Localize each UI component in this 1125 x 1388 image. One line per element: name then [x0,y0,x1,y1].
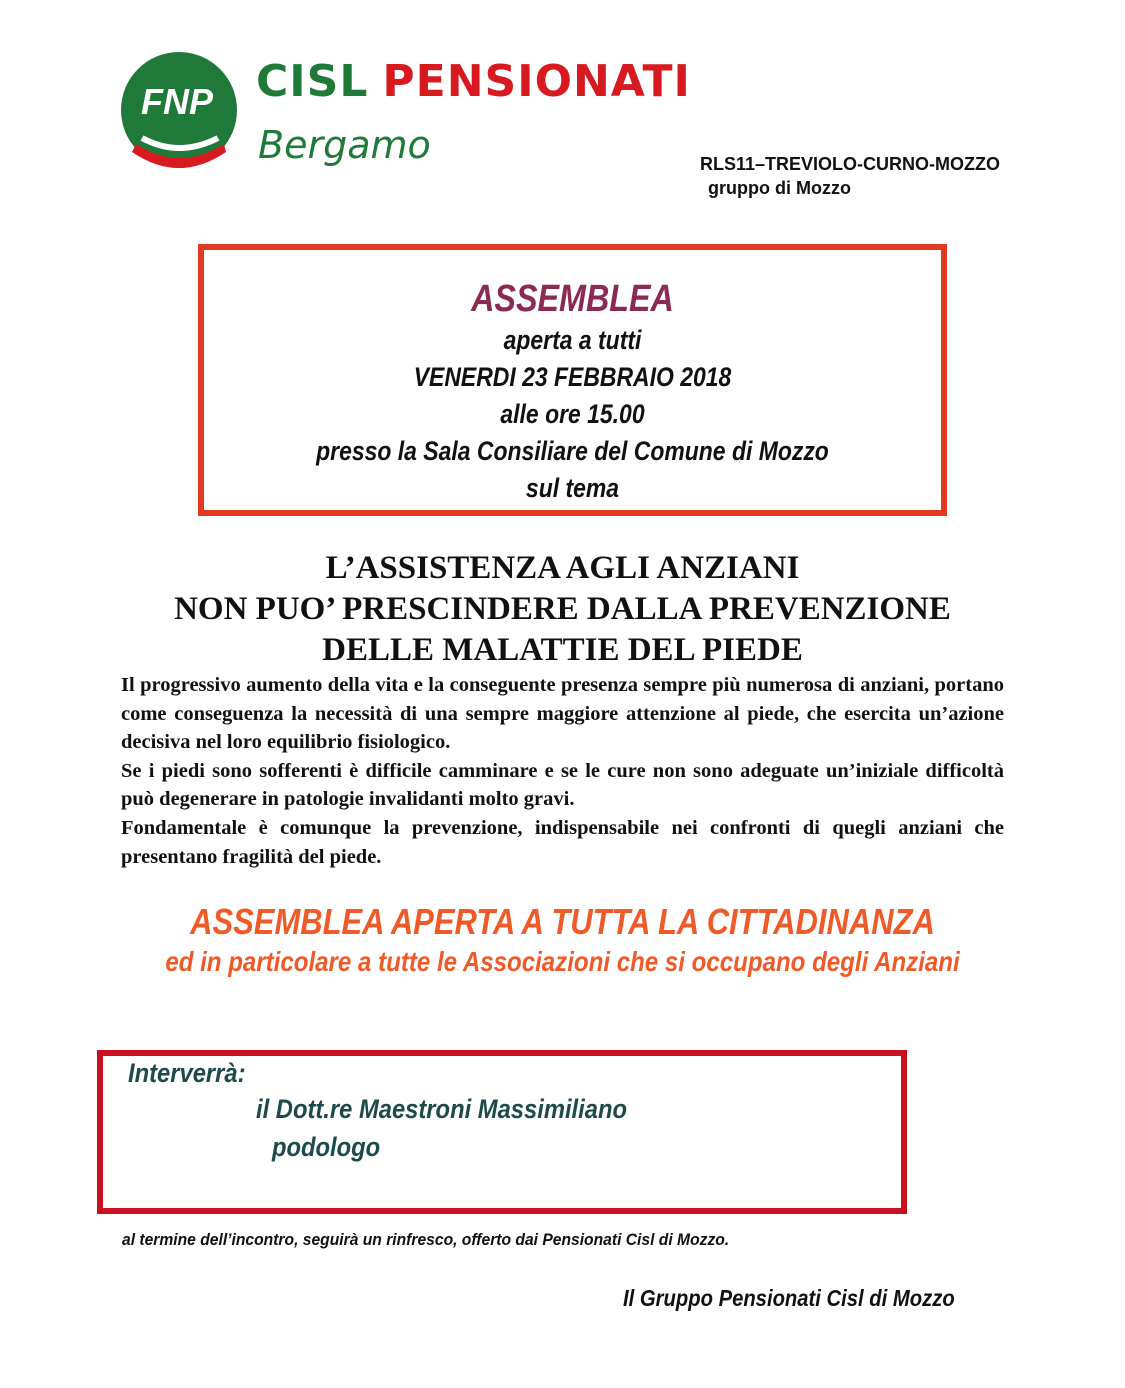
invitation-subheading: ed in particolare a tutte le Associazioni che si occupano degli Anziani [165,946,960,977]
body-paragraph: Se i piedi sono sofferenti è difficile camminare e se le cure non sono adeguate un’iniziale difficoltà può degenerare in patologie invalidanti molto gravi. [121,759,1004,811]
signature: Il Gruppo Pensionati Cisl di Mozzo [623,1285,955,1311]
fnp-cisl-logo [118,52,708,182]
announcement-line: aperta a tutti [503,325,642,355]
brand-name [256,56,691,107]
headline-line: NON PUO’ PRESCINDERE DALLA PREVENZIONE [174,591,951,627]
headline-line: DELLE MALATTIE DEL PIEDE [322,632,803,668]
announcement-title: ASSEMBLEA [471,278,674,320]
group-info [700,152,1000,200]
body-paragraph: Il progressivo aumento della vita e la conseguente presenza sempre più numerosa di anziani, portano come conseguenza la necessità di una sempre maggiore attenzione al piede, che esercita un’azione decisiva nel loro equilibrio fisiologico. [121,674,1004,754]
headline [80,548,1045,671]
body-text [121,671,1004,871]
announcement-venue: presso la Sala Consiliare del Comune di Mozzo [316,436,829,466]
announcement-date: VENERDI 23 FEBBRAIO 2018 [413,362,732,392]
group-name: gruppo di Mozzo [708,178,851,198]
speaker-role: podologo [272,1132,381,1162]
brand-city: Bergamo [258,123,431,167]
headline-line: L’ASSISTENZA AGLI ANZIANI [325,550,800,586]
brand-cisl: CISL [256,56,369,107]
announcement-content [198,276,947,507]
brand-pensionati: PENSIONATI [382,56,691,107]
badge-text: FNP [141,81,213,122]
announcement-time: alle ore 15.00 [500,399,645,429]
footer-note: al termine dell’incontro, seguirà un rinfresco, offerto dai Pensionati Cisl di Mozzo. [122,1230,730,1249]
announcement-topic-intro: sul tema [525,473,620,503]
speaker-name: il Dott.re Maestroni Massimiliano [256,1094,628,1124]
fnp-badge-icon [118,52,240,174]
group-code: RLS11–TREVIOLO-CURNO-MOZZO [700,154,1001,174]
invitation-heading: ASSEMBLEA APERTA A TUTTA LA CITTADINANZA [190,901,935,942]
speaker-label: Interverrà: [128,1058,246,1088]
body-paragraph: Fondamentale è comunque la prevenzione, indispensabile nei confronti di quegli anziani che presentano fragilità del piede. [121,816,1004,868]
